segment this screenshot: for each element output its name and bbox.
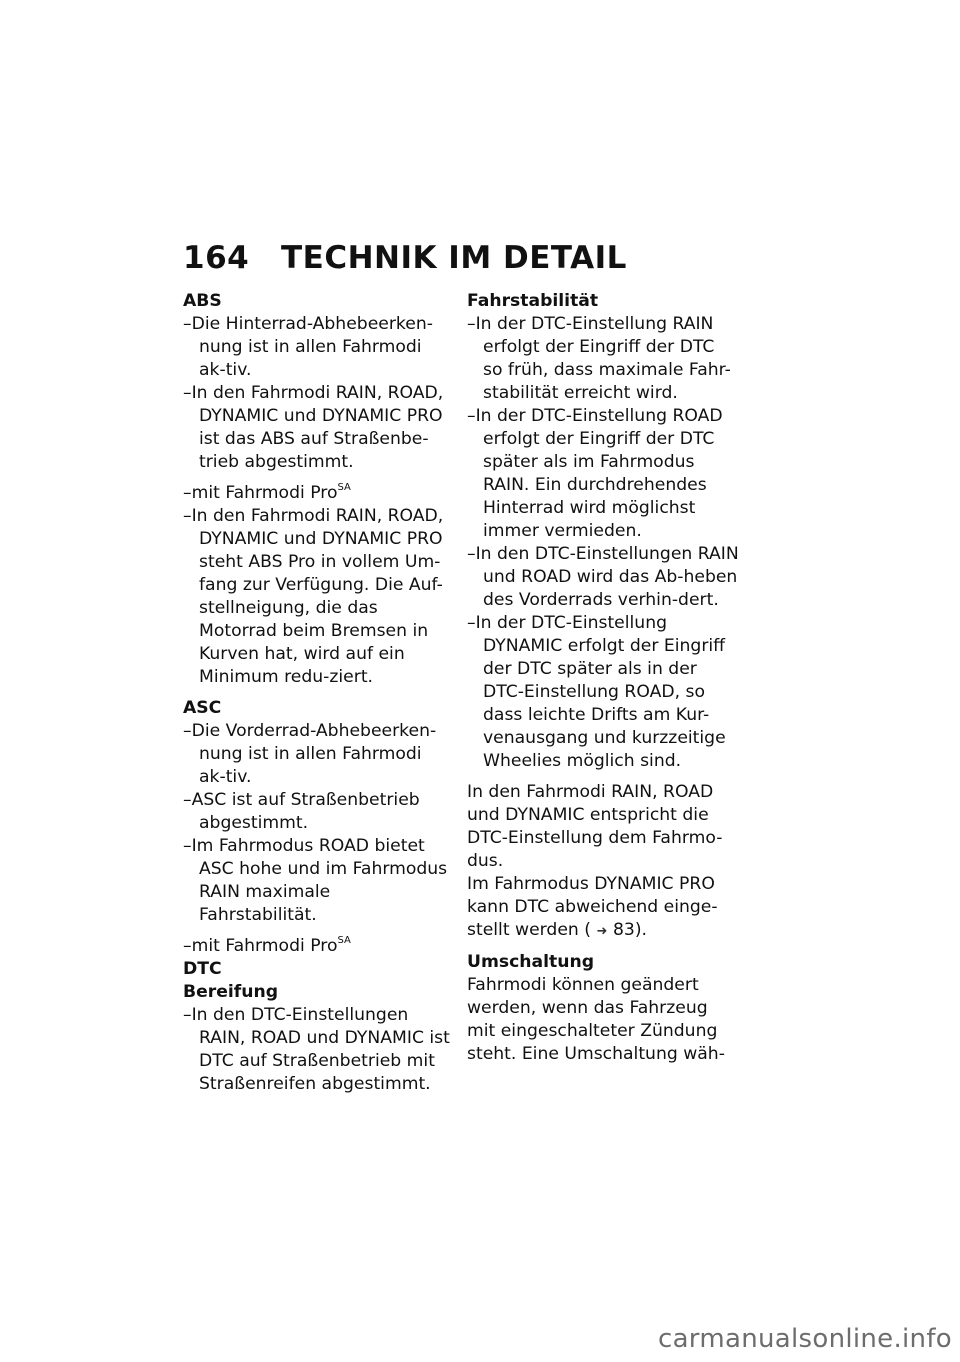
dtc-pro-text: Im Fahrmodus DYNAMIC PRO kann DTC abweichend einge-stellt werden ( [467,874,718,940]
abs-pro-sup: SA [337,482,351,493]
arrow-reference-icon: ➜ [596,924,608,939]
asc-pro-sup: SA [337,935,351,946]
list-item: –In der DTC-Einstellung DYNAMIC erfolgt der Eingriff der DTC später als in der DTC-Einstellung ROAD, so dass leichte Drifts am Kur-venausgang und kurzzeitige Wheelies möglich sind. [467,613,726,771]
umschaltung-heading: Umschaltung [467,952,595,972]
fahrstabilitaet-list [467,313,739,773]
asc-heading: ASC [183,698,222,718]
abs-heading: ABS [183,291,222,311]
abs-pro-label [183,482,451,505]
bereifung-heading: Bereifung [183,982,279,1002]
page-header [183,240,627,276]
asc-pro-text: –mit Fahrmodi Pro [183,936,338,956]
bereifung-list [183,1004,451,1096]
dtc-heading: DTC [183,959,222,979]
list-item: –In der DTC-Einstellung ROAD erfolgt der Eingriff der DTC später als im Fahrmodus RAIN. Ein durchdrehendes Hinterrad wird möglichst immer vermieden. [467,406,723,541]
list-item: –In den Fahrmodi RAIN, ROAD, DYNAMIC und DYNAMIC PRO steht ABS Pro in vollem Um-fang zur Verfügung. Die Auf-stellneigung, die das Motorrad beim Bremsen in Kurven hat, wird auf ein Minimum redu-ziert. [183,506,444,687]
page-title: TECHNIK IM DETAIL [281,240,627,276]
dtc-pro-paragraph [467,873,739,943]
asc-pro-label [183,935,451,958]
abs-list [183,313,451,474]
list-item: –In den DTC-Einstellungen RAIN, ROAD und DYNAMIC ist DTC auf Straßenbetrieb mit Straßenreifen abgestimmt. [183,1005,450,1094]
list-item: –ASC ist auf Straßenbetrieb abgestimmt. [183,790,420,833]
abs-pro-list [183,505,451,689]
list-item: –Die Vorderrad-Abhebeerken-nung ist in allen Fahrmodi ak-tiv. [183,721,437,787]
page-reference-link[interactable]: 83). [612,920,648,940]
right-column [467,290,739,1066]
fahrstabilitaet-heading: Fahrstabilität [467,291,599,311]
umschaltung-paragraph: Fahrmodi können geändert werden, wenn das Fahrzeug mit eingeschalteter Zündung steht. Eine Umschaltung wäh- [467,975,725,1064]
list-item: –In den DTC-Einstellungen RAIN und ROAD wird das Ab-heben des Vorderrads verhin-dert. [467,544,739,610]
abs-pro-text: –mit Fahrmodi Pro [183,483,338,503]
list-item: –In den Fahrmodi RAIN, ROAD, DYNAMIC und DYNAMIC PRO ist das ABS auf Straßenbe-trieb abgestimmt. [183,383,444,472]
dtc-mode-paragraph: In den Fahrmodi RAIN, ROAD und DYNAMIC entspricht die DTC-Einstellung dem Fahrmo-dus. [467,782,723,871]
asc-list [183,720,451,927]
left-column [183,290,451,1096]
watermark: carmanualsonline.info [657,1324,952,1354]
page-number: 164 [183,240,250,276]
list-item: –In der DTC-Einstellung RAIN erfolgt der Eingriff der DTC so früh, dass maximale Fahr-stabilität erreicht wird. [467,314,731,403]
list-item: –Die Hinterrad-Abhebeerken-nung ist in allen Fahrmodi ak-tiv. [183,314,433,380]
list-item: –Im Fahrmodus ROAD bietet ASC hohe und im Fahrmodus RAIN maximale Fahrstabilität. [183,836,448,925]
